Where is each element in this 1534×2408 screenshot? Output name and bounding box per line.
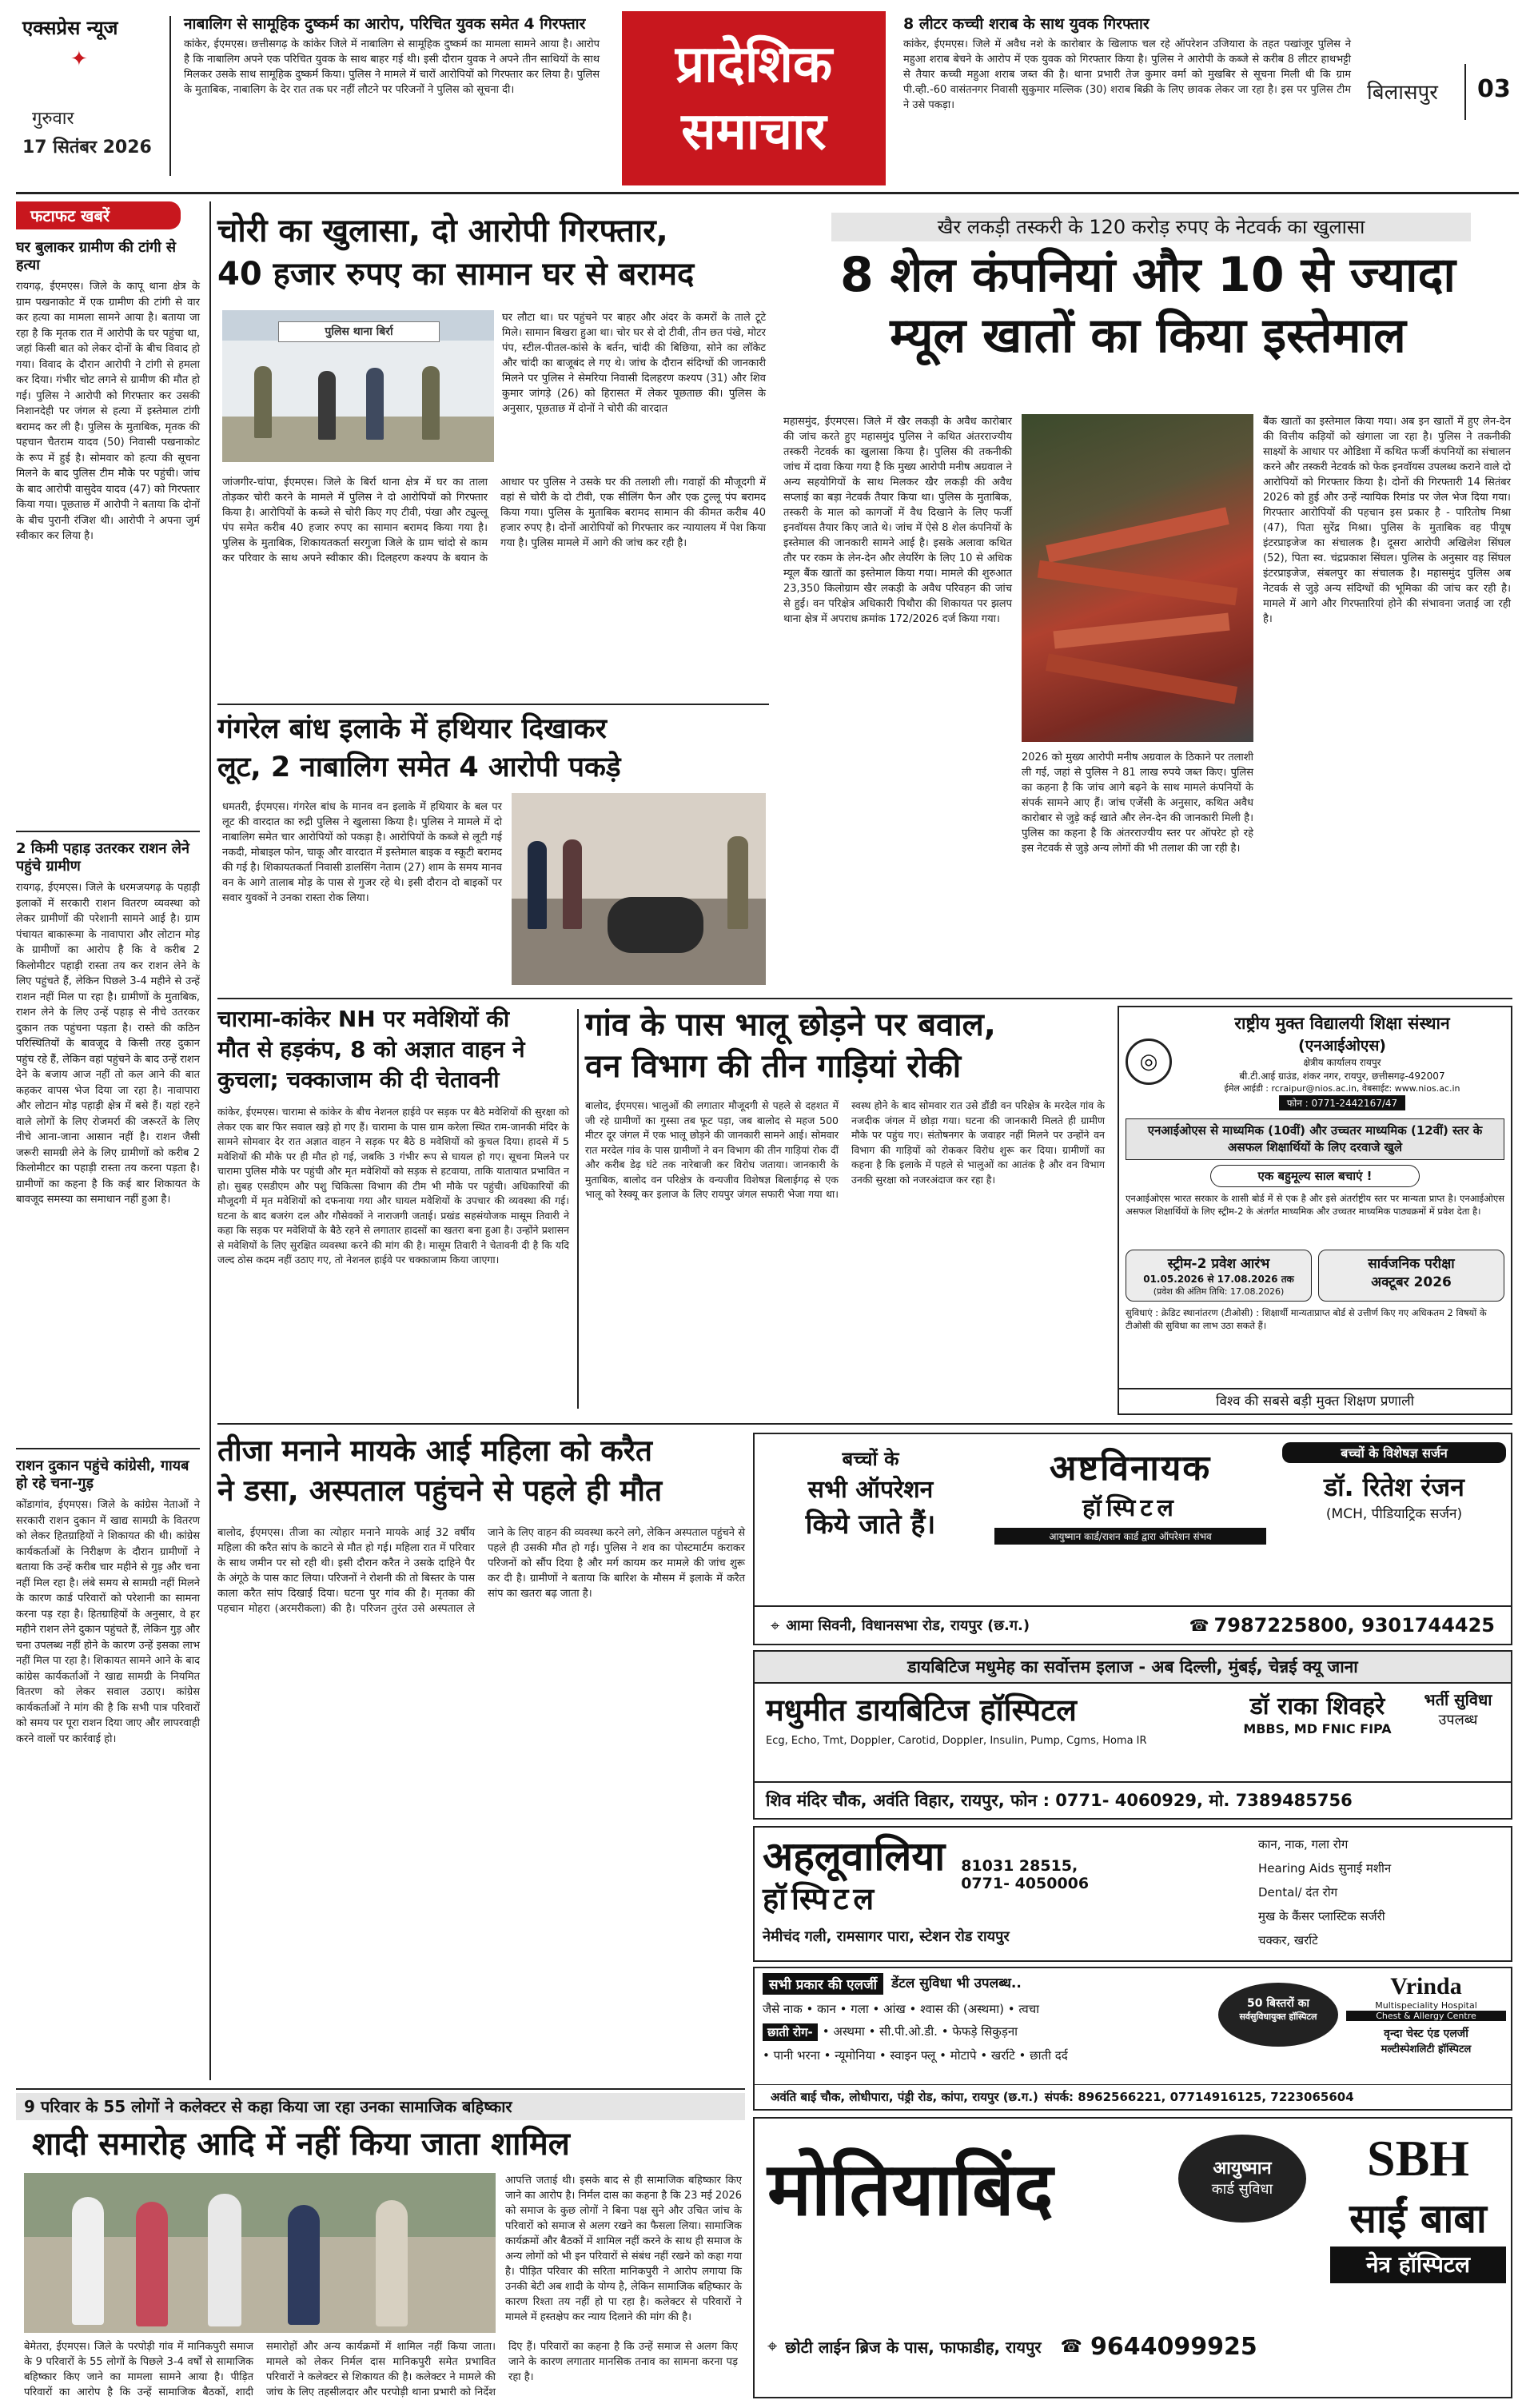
saibaba-phone-icon: ☎ [1060,2337,1082,2357]
vrinda-allergy: सभी प्रकार की एलर्जी [763,1973,883,1995]
vrinda-name-sub-2: Chest & Allergy Centre [1346,2011,1506,2021]
story-khair-photo-caption: 2026 को मुख्य आरोपी मनीष अग्रवाल के ठिकाने पर तलाशी ली गई, जहां से पुलिस ने 81 लाख रुपये जब्त किए। पुलिस का कहना है कि जांच आगे बढ़ने के साथ मामले कंपनियों के संपर्क सामने आए हैं। जांच एजेंसी के अनुसार, कथित अवैध कारोबार से जुड़े कई खाते और लेन-देन की जानकारी मिली है। पुलिस का कहना है कि अंतरराज्यीय स्तर पर ऑपरेट हो रहे इस नेटवर्क से जुड़े अन्य लोगों की भी तलाश की जा रही है। [1022,752,1253,855]
story-khair-headline-1: 8 शेल कंपनियां और 10 से ज्यादा [840,247,1456,303]
story-theft-body-right: घर लौटा था। घर पहुंचने पर बाहर और अंदर के कमरों के ताले टूटे मिले। सामान बिखरा हुआ था। चोर घर से दो टीवी, तीन छत पंखे, मोटर पंप, स्टील-पीतल-कांसे के बर्तन, चांदी की बिछिया, सोने का लॉकेट और चांदी का बाजूबंद ले गए थे। जांच के दौरान संदिग्धों की जानकारी मिलने पर पुलिस ने सेमरिया निवासी दिलहरण कश्यप (31) और शिव कुमार जांगड़े (26) को हिरासत में लेकर पूछताछ की। पुलिस के अनुसार, पूछताछ में दोनों ने चोरी की वारदात [502,312,766,415]
nios-stream-title: स्ट्रीम-2 प्रवेश आरंभ [1167,1256,1270,1272]
madhumeet-name: मधुमीत डायबिटिज हॉस्पिटल [766,1692,1077,1728]
ashtavinayak-kids-3: किये जाते हैं। [805,1509,936,1541]
ahluwalia-phone-2: 0771- 4050006 [961,1875,1090,1892]
madhumeet-tests: Ecg, Echo, Tmt, Doppler, Carotid, Doppler, Insulin, Pump, Cgms, Homa IR [766,1735,1147,1747]
story-robbery-headline-2: लूट, 2 नाबालिग समेत 4 आरोपी पकड़े [217,752,621,783]
saibaba-badge-2: कार्ड सुविधा [1211,2181,1273,2198]
story-boycott-body-bottom: बेमेतरा, ईएमएस। जिले के परपोड़ी गांव में मानिकपुरी समाज के 9 परिवारों के 55 लोगों के पिछले 3-4 वर्षों से सामाजिक बहिष्कार किए जाने का मामला सामने आया है। पीड़ित परिवारों का आरोप है कि उन्हें सामाजिक बैठकों, शादी समारोहों और अन्य कार्यक्रमों में शामिल नहीं किया जाता। मामले को लेकर निर्मल दास मानिकपुरी समेत प्रभावित परिवारों ने कलेक्टर से शिकायत की है। कलेक्टर ने मामले की जांच के लिए तहसीलदार और परपोड़ी थाना प्रभारी को निर्देश दिए हैं। परिवारों का कहना है कि उन्हें समाज से अलग किए जाने के कारण लगातार मानसिक तनाव का सामना करना पड़ रहा है। [24,2341,738,2398]
saibaba-address: छोटी लाईन ब्रिज के पास, फाफाडीह, रायपुर [785,2338,1042,2357]
section-title-2: समाचार [681,102,827,161]
saibaba-phone: 9644099925 [1090,2333,1257,2361]
khair-wood-photo [1022,414,1253,742]
nios-title: राष्ट्रीय मुक्त विद्यालयी शिक्षा संस्थान [1234,1014,1450,1033]
paper-name: एक्सप्रेस न्यूज [22,17,118,39]
ashtavinayak-spec-tag: बच्चों के विशेषज्ञ सर्जन [1282,1442,1506,1463]
masthead [0,0,1534,200]
ashtavinayak-degree: (MCH, पीडियाट्रिक सर्जन) [1325,1506,1463,1522]
nios-description: एनआईओएस भारत सरकार के शासी बोर्ड में से एक है और इसे अंतर्राष्ट्रीय स्तर पर मान्यता प्राप्त है। एनआईओएस असफल शिक्षार्थियों के लिए स्ट्रीम-2 के अंतर्गत माध्यमिक और उच्चतर माध्यमिक पाठ्यक्रमों में प्रवेश देता है। [1126,1193,1504,1217]
ashtavinayak-doctor: डॉ. रितेश रंजन [1324,1472,1464,1502]
section-title-1: प्रादेशिक [675,35,833,94]
vrinda-address: अवंति बाई चौक, लोधीपारा, पंड्री रोड, कांपा, रायपुर (छ.ग.) [771,2090,1038,2104]
ashtavinayak-sub: हॉस्पिटल [1082,1494,1178,1522]
story-theft [217,209,769,705]
saibaba-hospital: साईं बाबा [1349,2195,1487,2242]
sidebar-story-3-body: कोंडागांव, ईएमएस। जिले के कांग्रेस नेताओं ने सरकारी राशन दुकान में खाद्य सामग्री के वितरण को लेकर हितग्राहियों ने शिकायत की थी। कांग्रेस कार्यकर्ताओं के निरीक्षण के दौरान ग्रामीणों ने बताया कि उन्हें करीब चार महीने से गुड़ और चना नहीं मिल रहा है। लंबे समय से सामग्री नहीं मिलने के कारण कार्ड परिवारों को परेशानी का सामना करना पड़ रहा है। हितग्राहियों के अनुसार, वे हर महीने राशन लेने दुकान पहुंचते हैं, लेकिन गुड़ और चना उपलब्ध नहीं होने के कारण उन्हें इसका लाभ नहीं मिल पा रहा है। शिकायत सामने आने के बाद कांग्रेस कार्यकर्ताओं ने खाद्य सामग्री के नियमित वितरण को लेकर सवाल उठाए। कांग्रेस कार्यकर्ताओं ने मांग की है कि सभी पात्र परिवारों को समय पर पूरा राशन दिया जाए और लापरवाही करने वालों पर कार्रवाई हो। [16,1499,200,1745]
police-station-photo [222,310,494,462]
sidebar-story-1-title: घर बुलाकर ग्रामीण की टांगी से हत्या [16,239,177,273]
madhumeet-upalabdh: उपलब्ध [1438,1712,1478,1728]
saibaba-badge-1: आयुष्मान [1213,2159,1272,2179]
story-snake-headline-2: ने डसा, अस्पताल पहुंचने से पहले ही मौत [217,1473,663,1508]
nios-region: क्षेत्रीय कार्यालय रायपुर [1303,1057,1381,1068]
nios-exam-box [1318,1250,1504,1302]
sidebar-story-3-title: राशन दुकान पहुंचे कांग्रेसी, गायब हो रहे चना-गुड़ [16,1457,189,1492]
phone-icon: ☎ [1189,1616,1209,1635]
madhumeet-top: डायबिटिज मधुमेह का सर्वोत्तम इलाज - अब दिल्ली, मुंबई, चेन्नई क्यू जाना [755,1652,1511,1684]
story-snake-body: बालोद, ईएमएस। तीजा का त्योहार मनाने मायके आई 32 वर्षीय महिला की करैत सांप के काटने से मौत हो गई। महिला रात में परिवार के साथ जमीन पर सो रही थी। इसी दौरान करैत ने उसके दाहिने पैर के अंगूठे के पास काट लिया। परिजनों ने रोशनी की तो बिस्तर के पास काला करैत सांप दिखाई दिया। घटना पुर गांव की है। मृतका की पहचान मोहरा (अरमरीकला) की है। परिजन तुरंत उसे अस्पताल ले जाने के लिए वाहन की व्यवस्था करने लगे, लेकिन अस्पताल पहुंचने से पहले ही उसकी मौत हो गई। पुलिस ने शव का पोस्टमार्टम कराकर परिजनों को सौंप दिया है और मर्ग कायम कर मामले की जांच शुरू कर दी है। ग्रामीणों ने बताया कि बारिश के मौसम में इलाके में करैत सांप का खतरा बढ़ जाता है। [217,1527,745,1615]
story-bear-body: बालोद, ईएमएस। भालुओं की लगातार मौजूदगी से पहले से दहशत में जी रहे ग्रामीणों का गुस्सा तब फूट पड़ा, जब बालोद से महज 500 मीटर दूर जंगल में एक भालू छोड़ने की जानकारी सामने आई। सोमवार रात मरदेल गांव के पास ग्रामीणों ने वन विभाग की तीन गाड़ियां रोक दीं और करीब डेढ़ घंटे तक नारेबाजी कर विरोध जताया। जानकारी के मुताबिक, बालोद वन परिक्षेत्र के वन्यजीव विशेषज्ञ बिलाईगढ़ से एक भालू को रेस्क्यू कर इलाज के लिए रायपुर जंगल सफारी भेजा गया था। स्वस्थ होने के बाद सोमवार रात उसे डौंडी वन परिक्षेत्र के मरदेल गांव के नजदीक जंगल में छोड़ा गया। घटना की जानकारी मिलते ही ग्रामीण मौके पर पहुंच गए। संतोषनगर के जवाहर नहीं मिलने पर उन्होंने वन विभाग की गाड़ियों को रोककर विरोध शुरू कर दिया। ग्रामीणों का कहना है कि इलाके में पहले से भालुओं का आतंक है और वन विभाग उनकी सुरक्षा को नजरअंदाज कर रहा है। [585,1099,1105,1200]
saibaba-motiyabind: मोतियाबिंद [767,2147,1054,2232]
madhumeet-degree: MBBS, MD FNIC FIPA [1243,1721,1392,1736]
saibaba-location-icon: ⌖ [767,2337,778,2357]
nios-exam-date: अक्टूबर 2026 [1371,1274,1452,1290]
nios-footer: विश्व की सबसे बड़ी मुक्त शिक्षण प्रणाली [1119,1388,1511,1413]
madhumeet-doctor: डॉ राका शिवहरे [1249,1692,1385,1720]
madhumeet-address: शिव मंदिर चौक, अवंति विहार, रायपुर, फोन : 0771- 4060929, मो. 7389485756 [755,1781,1511,1818]
boycott-families-photo [24,2173,496,2333]
brief-right-title: 8 लीटर कच्ची शराब के साथ युवक गिरफ्तार [903,15,1150,33]
ashtavinayak-name: अष्टविनायक [1049,1448,1212,1489]
saibaba-logo: SBH [1366,2130,1470,2187]
sidebar [16,201,200,2088]
story-theft-body-bottom: जांजगीर-चांपा, ईएमएस। जिले के बिर्रा थाना क्षेत्र में घर का ताला तोड़कर चोरी करने के मामले में पुलिस ने दो आरोपियों को गिरफ्तार किया है। आरोपियों के कब्जे से चोरी किए गए टीवी, पंखा और ट्युल्लू पंप समेत करीब 40 हजार रुपए का सामान बरामद किया गया है। पुलिस के मुताबिक, शिकायतकर्ता सरगुजा जिले के ग्राम चांदो से काम कर परिवार के साथ अपने स्वीकार की। दिलहरण कश्यप के बयान के आधार पर पुलिस ने उसके घर की तलाशी ली। गवाहों की मौजूदगी में वहां से चोरी के दो टीवी, एक सीलिंग फैन और एक टुल्लू पंप बरामद किया गया। पुलिस के मुताबिक बरामद सामान की कीमत करीब 40 हजार रुपए है। दोनों आरोपियों को गिरफ्तार कर न्यायालय में पेश किया गया है। पुलिस मामले में आगे की जांच कर रही है। [222,476,766,564]
story-boycott [16,2093,745,2405]
vrinda-chest: छाती रोग- [763,2023,818,2041]
nios-benefit: सुविधाएं : क्रेडिट स्थानांतरण (टीओसी) : शिक्षार्थी मान्यताप्राप्त बोर्ड से उत्तीर्ण किए गए अधिकतम 2 विषयों के टीओसी की सुविधा का लाभ उठा सकते हैं। [1126,1307,1487,1331]
vrinda-hindi-name: वृन्दा चेस्ट एंड एलर्जी [1384,2027,1468,2040]
nios-phone: फोन : 0771-2442167/47 [1279,1095,1405,1110]
saibaba-advertisement [753,2117,1512,2398]
vrinda-dental: डेंटल सुविधा भी उपलब्ध.. [891,1975,1022,1991]
vrinda-beds-2: सर्वसुविधायुक्त हॉस्पिटल [1239,2011,1317,2022]
ahluwalia-advertisement [753,1826,1512,1962]
nios-logo-icon: ◎ [1126,1039,1172,1085]
vrinda-advertisement [753,1967,1512,2111]
robbery-accused-photo [512,793,766,985]
ashtavinayak-scheme: आयुष्मान कार्ड/राशन कार्ड द्वारा ऑपरेशन संभव [994,1528,1266,1545]
sidebar-story-2-title: 2 किमी पहाड़ उतरकर राशन लेने पहुंचे ग्रामीण [16,840,189,875]
nios-banner: एनआईओएस से माध्यमिक (10वीं) और उच्चतर माध्यमिक (12वीं) स्तर के असफल शिक्षार्थियों के लिए दरवाजे खुले [1126,1118,1504,1160]
story-khair-headline-2: म्यूल खातों का किया इस्तेमाल [890,308,1406,364]
ahluwalia-service-4: मुख के कैंसर प्लास्टिक सर्जरी [1258,1909,1385,1924]
brief-left [184,14,600,182]
nios-stream-box [1126,1250,1312,1302]
story-cattle-headline-2: मौत से हड़कंप, 8 को अज्ञात वाहन ने [217,1036,525,1062]
ashtavinayak-phone: 7987225800, 9301744425 [1213,1614,1495,1637]
ahluwalia-sub: हॉस्पिटल [763,1881,879,1916]
madhumeet-bharti: भर्ती सुविधा [1424,1690,1492,1709]
issue-day: गुरुवार [32,109,74,129]
logo-mark-icon: ✦ [70,47,88,71]
nios-offer: एक बहुमूल्य साल बचाएं ! [1210,1165,1420,1187]
nios-address: बी.टी.आई ग्राउंड, शंकर नगर, रायपुर, छत्तीसगढ़-492007 [1239,1070,1445,1082]
vrinda-row-2: • अस्थमा • सी.पी.ओ.डी. • फेफड़े सिकुड़ना [822,2024,1018,2039]
ashtavinayak-address: आमा सिवनी, विधानसभा रोड, रायपुर (छ.ग.) [786,1617,1030,1634]
vrinda-contact: संपर्क: 8962566221, 07714916125, 7223065604 [1044,2090,1354,2104]
story-theft-headline-1: चोरी का खुलासा, दो आरोपी गिरफ्तार, [217,213,668,249]
story-cattle-body: कांकेर, ईएमएस। चारामा से कांकेर के बीच नेशनल हाईवे पर सड़क पर बैठे मवेशियों की सुरक्षा को लेकर एक बार फिर सवाल खड़े हो गए हैं। चारामा के पास ग्राम करेला स्थित राम-जानकी मंदिर के सामने सोमवार देर रात अज्ञात वाहन ने सड़क पर बैठे 8 मवेशियों को कुचल दिया। हादसे में 5 मवेशियों की मौके पर ही मौत हो गई, जबकि 3 गंभीर रूप से घायल हो गए। सूचना मिलने पर चारामा पुलिस मौके पर पहुंची और मृत मवेशियों को सड़क से हटवाया, ताकि यातायात प्रभावित न हो। सुबह एसडीएम और पशु चिकित्सा विभाग की टीम भी मौके पर पहुंची। अधिकारियों की मौजूदगी में मृत मवेशियों को दफनाया गया और घायल मवेशियों के उपचार की व्यवस्था की गई। घटना के बाद बजरंग दल और गौसेवकों ने नाराजगी जताई। प्रखंड सहसंयोजक मासूम तिवारी ने कहा कि सड़क पर मवेशियों के बैठे रहने से लगातार हादसों का खतरा बना हुआ है। उन्होंने प्रशासन से मवेशियों के लिए सुरक्षित व्यवस्था करने की मांग की है। मासूम तिवारी ने चेतावनी दी है कि यदि जल्द ठोस कदम नहीं उठाए गए, तो नेशनल हाईवे पर चक्काजाम किया जाएगा। [217,1106,569,1266]
vrinda-name: Vrinda [1390,1973,1462,1999]
vrinda-beds: 50 बिस्तरों का [1246,1997,1309,2010]
madhumeet-advertisement [753,1650,1512,1820]
story-cattle-headline-1: चारामा-कांकेर NH पर मवेशियों की [217,1006,510,1032]
page-number: 03 [1477,75,1511,103]
sidebar-tag: फटाफट खबरें [16,201,181,229]
brief-left-title: नाबालिग से सामूहिक दुष्कर्म का आरोप, परिचित युवक समेत 4 गिरफ्तार [184,15,586,33]
story-boycott-headline: शादी समारोह आदि में नहीं किया जाता शामिल [32,2126,570,2163]
story-bear-headline-2: वन विभाग की तीन गाड़ियां रोकी [585,1048,962,1085]
brief-right [903,14,1351,182]
sidebar-story-1-body: रायगढ़, ईएमएस। जिले के कापू थाना क्षेत्र के ग्राम पखनाकोट में एक ग्रामीण की टांगी से वार कर हत्या का मामला सामने आया है। बताया जा रहा है कि मृतक रात में आरोपी के घर पहुंचा था, जहां किसी बात को लेकर दोनों के बीच विवाद हो गया। विवाद के दौरान आरोपी ने टांगी से हमला कर दिया। गंभीर चोट लगने से ग्रामीण की मौत हो गई। पुलिस ने आरोपी को गिरफ्तार कर उसकी निशानदेही पर जंगल से हत्या में इस्तेमाल टांगी बरामद कर ली है। पुलिस के मुताबिक, मृतक की पहचान चैतराम यादव (50) निवासी पखनाकोट के रूप में हुई है। सोमवार को हत्या की सूचना मिलने के बाद पुलिस टीम मौके पर पहुंची। जांच के बाद आरोपी वासुदेव यादव (47) को गिरफ्तार किया गया। पूछताछ में आरोपी ने बताया कि दोनों के बीच पुरानी रंजिश थी। आरोपी ने अपना जुर्म स्वीकार कर लिया है। [16,281,200,542]
ahluwalia-address: नेमीचंद गली, रामसागर पारा, स्टेशन रोड रायपुर [763,1928,1010,1945]
sidebar-story-2-body: रायगढ़, ईएमएस। जिले के धरमजयगढ़ के पहाड़ी इलाकों में सरकारी राशन वितरण व्यवस्था को लेकर ग्रामीणों की परेशानी सामने आई है। ग्राम पंचायत बाकारूमा के नावापारा और लोटान मोड़ के ग्रामीणों का आरोप है कि वे करीब 2 किलोमीटर पहाड़ी रास्ता तय कर राशन लेने के लिए पहुंचते हैं, लेकिन पिछले 3-4 महीने से उन्हें राशन नहीं मिल पा रहा है। ग्रामीणों के मुताबिक, राशन लेने के लिए उन्हें पहाड़ से नीचे उतरकर दुकान तक पहुंचना पड़ता है। रास्ते की कठिन परिस्थितियों के बावजूद वे किसी तरह दुकान पहुंच रहे हैं, लेकिन वहां पहुंचने के बाद उन्हें राशन देने के बजाय आज नहीं तो कल आने की बात कहकर वापस भेज दिया जा रहा है। नावापारा और लोटान मोड़ पहाड़ी क्षेत्र में बसे हैं। यहां रहने वाले लोगों के लिए रोजमर्रा की जरूरतें के लिए नीचे आना-जाना आसान नहीं है। राशन जैसी जरूरी सामग्री लेने के लिए ग्रामीणों को करीब 2 किलोमीटर का पहाड़ी रास्ता तय करना पड़ता है। ग्रामीणों का कहना है कि कई बार शिकायत के बावजूद समस्या का समाधान नहीं हुआ है। [16,882,200,1206]
nios-stream-dates: 01.05.2026 से 17.08.2026 तक [1143,1274,1294,1285]
nios-exam-title: सार्वजनिक परीक्षा [1368,1256,1455,1272]
story-bear-headline-1: गांव के पास भालू छोड़ने पर बवाल, [585,1007,996,1043]
vrinda-row-1: जैसे नाक • कान • गला • आंख • श्वास की (अस्थमा) • त्वचा [763,2002,1040,2016]
story-boycott-kicker: 9 परिवार के 55 लोगों ने कलेक्टर से कहा किया जा रहा उनका सामाजिक बहिष्कार [16,2093,745,2120]
story-khair [783,209,1512,993]
ahluwalia-service-5: चक्कर, खर्राटे [1258,1933,1318,1948]
section-title-block [622,11,886,185]
ashtavinayak-advertisement [753,1433,1512,1645]
ahluwalia-name: अहलूवालिया [763,1833,946,1880]
ahluwalia-service-2: Hearing Aids सुनाई मशीन [1258,1861,1392,1876]
story-robbery-headline-1: गंगरेल बांध इलाके में हथियार दिखाकर [217,713,607,745]
ahluwalia-phone-1: 81031 28515, [961,1857,1078,1875]
location-pin-icon: ⌖ [771,1616,780,1635]
story-snake [217,1431,745,1951]
paper-logo [22,14,174,102]
vrinda-name-sub: Multispeciality Hospital [1375,2000,1477,2011]
story-cattle-headline-3: कुचला; चक्काजाम की दी चेतावनी [217,1066,500,1093]
vrinda-row-3: • पानी भरना • न्यूमोनिया • स्वाइन फ्लू • मोटापे • खर्राटे • छाती दर्द [763,2048,1068,2063]
story-khair-col-1: महासमुंद, ईएमएस। जिले में खैर लकड़ी के अवैध कारोबार की जांच करते हुए महासमुंद पुलिस ने कथित अंतरराज्यीय तस्करी नेटवर्क का खुलासा किया है। पुलिस की तकनीकी जांच में दावा किया गया है कि मुख्य आरोपी मनीष अग्रवाल ने अन्य सहयोगियों के साथ मिलकर खैर लकड़ी की अवैध सप्लाई का बड़ा नेटवर्क तैयार किया था। पुलिस के मुताबिक, तस्करी के माल को कागजों में वैध दिखाने के लिए फर्जी इनवॉयस तैयार किए जाते थे। जांच में ऐसे 8 शेल कंपनियों के इस्तेमाल की जानकारी सामने आई है। इसके अलावा कथित तौर पर रकम के लेन-देन और लेयरिंग के लिए 10 से अधिक म्यूल बैंक खातों का इस्तेमाल किया गया। मामले की शुरुआत 23,350 किलोग्राम खैर लकड़ी के अवैध परिवहन की जांच से हुई। वन परिक्षेत्र अधिकारी पिथौरा की शिकायत पर झलप थाना क्षेत्र में अपराध क्रमांक 172/2026 दर्ज किया गया। [783,416,1012,625]
brief-right-body: कांकेर, ईएमएस। जिले में अवैध नशे के कारोबार के खिलाफ चल रहे ऑपरेशन उजियारा के तहत पखांजूर पुलिस ने महुआ शराब बेचने के आरोप में एक युवक को गिरफ्तार किया है। पुलिस ने आरोपी के कब्जे से करीब 8 लीटर हाथभट्टी से तैयार कच्ची महुआ शराब जब्त की है। थाना प्रभारी तेज कुमार वर्मा को मुखबिर से सूचना मिली थी कि ग्राम पी.व्ही.-60 वासंतनगर निवासी सुकुमार मल्लिक (30) शराब बिक्री के लिए छावक लेकर जा रहा है। इस पर पुलिस टीम ने उसे पकड़ा। [903,38,1351,111]
story-boycott-body-right: आपत्ति जताई थी। इसके बाद से ही सामाजिक बहिष्कार किए जाने का आरोप है। निर्मल दास का कहना है कि 23 मई 2026 को समाज के कुछ लोगों ने बिना पक्ष सुने और उचित जांच के परिवारों को समाज से अलग रखने का फैसला लिया। सामाजिक कार्यक्रमों और बैठकों में शामिल नहीं करने के साथ ही समाज के अन्य लोगों को भी इन परिवारों से संबंध नहीं रखने को कहा गया है। पीड़ित परिवार की सरिता मानिकपुरी ने आरोप लगाया कि उनकी बेटी अब शादी के योग्य है, लेकिन सामाजिक बहिष्कार के कारण रिश्ता तय नहीं हो पा रहा है। कलेक्टर से परिवारों ने मामले में हस्तक्षेप कर न्याय दिलाने की मांग की है। [505,2175,742,2323]
story-snake-headline-1: तीजा मनाने मायके आई महिला को करैत [217,1433,653,1468]
police-station-sign: पुलिस थाना बिर्रा [278,321,440,342]
nios-advertisement [1118,1006,1512,1415]
ashtavinayak-kids-1: बच्चों के [842,1448,899,1470]
city-name: बिलासपुर [1367,81,1438,105]
nios-subtitle: (एनआईओएस) [1298,1037,1386,1054]
story-cattle [217,1004,569,1420]
story-theft-headline-2: 40 हजार रुपए का सामान घर से बरामद [217,256,695,293]
story-khair-col-2: बैंक खातों का इस्तेमाल किया गया। अब इन खातों में हुए लेन-देन की वित्तीय कड़ियों को खंगाला जा रहा है। पुलिस ने तकनीकी साक्ष्यों के आधार पर ओडिशा में कथित फर्जी कंपनियों का संचालन करने और तस्करी नेटवर्क को फेक इनवॉयस उपलब्ध कराने वाले दो आरोपियों को गिरफ्तार किया है। दोनों की गिरफ्तारी 14 सितंबर 2026 को हुई और उन्हें न्यायिक रिमांड पर जेल भेज दिया गया। गिरफ्तार आरोपियों की पहचान इस प्रकार है - पारितोष मिश्रा (47), पिता सुरेंद्र मिश्रा। पुलिस के मुताबिक वह पीयूष इंटरप्राइजेज का संचालक है। दूसरा आरोपी अखिलेश सिंघल (52), पिता स्व. चंद्रप्रकाश सिंघल। पुलिस के अनुसार वह सिंघल इंटरप्राइजेज, संबलपुर का संचालक है। महासमुंद पुलिस अब नेटवर्क से जुड़े अन्य संदिग्धों की भूमिका की जांच कर रही है। मामले में आगे और गिरफ्तारियां होने की संभावना जताई जा रही है। [1263,416,1511,625]
vrinda-hindi-name-2: मल्टीस्पेशलिटी हॉस्पिटल [1381,2043,1472,2055]
brief-left-body: कांकेर, ईएमएस। छत्तीसगढ़ के कांकेर जिले में नाबालिग से सामूहिक दुष्कर्म का मामला सामने आया है। आरोप है कि नाबालिग अपने एक परिचित युवक के साथ बाहर गई थी। इसी दौरान युवक ने अपने तीन साथियों के साथ मिलकर उसके साथ सामूहिक दुष्कर्म किया। पुलिस ने मामले में चारों आरोपियों को गिरफ्तार कर लिया है। पुलिस के मुताबिक, नाबालिग के देर रात तक घर नहीं लौटने पर परिजनों ने पुलिस को सूचना दी। [184,38,600,96]
nios-email: ईमेल आईडी : rcraipur@nios.ac.in, वेबसाईट: www.nios.ac.in [1224,1083,1460,1094]
story-khair-kicker: खैर लकड़ी तस्करी के 120 करोड़ रुपए के नेटवर्क का खुलासा [831,213,1471,241]
saibaba-hospital-2: नेत्र हॉस्पिटल [1330,2247,1506,2283]
story-robbery-body: धमतरी, ईएमएस। गंगरेल बांध के मानव वन इलाके में हथियार के बल पर लूट की वारदात का रुद्री पुलिस ने खुलासा किया है। पुलिस ने मामले में दो नाबालिग समेत चार आरोपियों को पकड़ा है। आरोपियों के कब्जे से लूटी गई नकदी, मोबाइल फोन, चाकू और वारदात में इस्तेमाल बाइक व स्कूटी बरामद की गई है। शिकायतकर्ता निवासी डालसिंग नेताम (27) शाम के समय मानव वन के आगे तालाब मोड़ के पास से गुजर रहे थे। इसी दौरान दो बाइकों पर सवार युवकों ने उनका रास्ता रोक लिया। [222,801,502,904]
story-bear [585,1004,1105,1420]
ashtavinayak-kids-2: सभी ऑपरेशन [807,1476,934,1504]
story-robbery [217,710,769,998]
nios-stream-late: (प्रवेश की अंतिम तिथि: 17.08.2026) [1153,1286,1285,1297]
ahluwalia-service-3: Dental/ दंत रोग [1258,1885,1338,1900]
ahluwalia-service-1: कान, नाक, गला रोग [1258,1837,1349,1852]
issue-date: 17 सितंबर 2026 [22,138,152,157]
